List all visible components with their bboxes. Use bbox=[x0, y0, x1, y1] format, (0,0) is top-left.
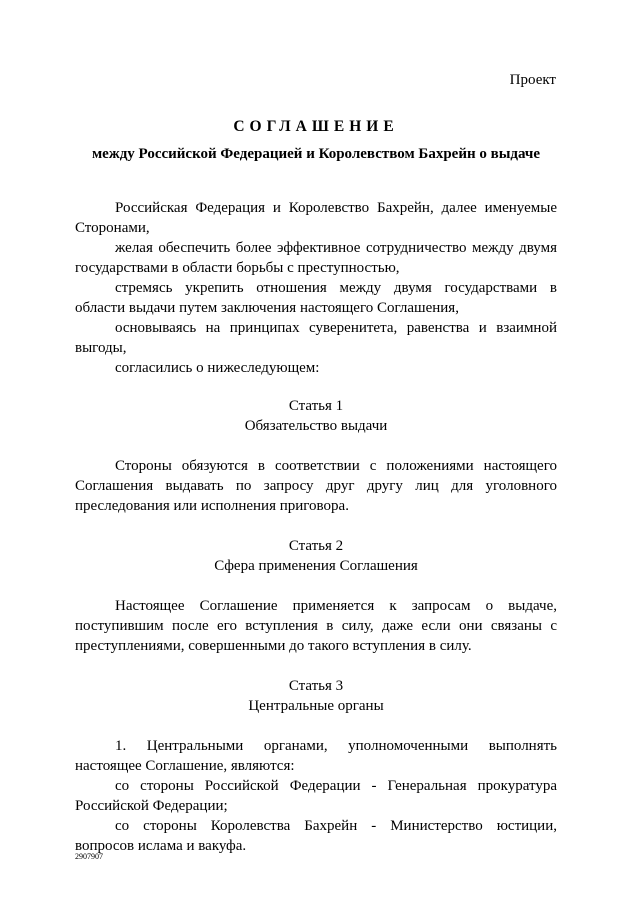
article-paragraph: со стороны Российской Федерации - Генеральная прокуратура Российской Федерации; bbox=[75, 778, 557, 814]
agreement-subtitle: между Российской Федерацией и Королевством Бахрейн о выдаче bbox=[91, 146, 541, 162]
document-code: 2907907 bbox=[75, 852, 103, 861]
article-number: Статья 2 bbox=[288, 538, 344, 554]
article-title: Обязательство выдачи bbox=[244, 418, 388, 434]
preamble-paragraph: желая обеспечить более эффективное сотрудничество между двумя государствами в области борьбы с преступностью, bbox=[75, 240, 557, 276]
preamble-paragraph: Российская Федерация и Королевство Бахрейн, далее именуемые Сторонами, bbox=[75, 200, 557, 236]
document-body bbox=[75, 198, 557, 856]
article-title: Центральные органы bbox=[248, 698, 384, 714]
article-paragraph: Стороны обязуются в соответствии с положениями настоящего Соглашения выдавать по запросу друг другу лиц для уголовного преследования или исполнения приговора. bbox=[75, 458, 557, 514]
article-paragraph: 1. Центральными органами, уполномоченными выполнять настоящее Соглашение, являются: bbox=[75, 738, 557, 774]
article-paragraph: Настоящее Соглашение применяется к запросам о выдаче, поступившим после его вступления в силу, даже если они связаны с преступлениями, совершенными до такого вступления в силу. bbox=[75, 598, 557, 654]
agreement-title: СОГЛАШЕНИЕ bbox=[233, 118, 399, 135]
article-paragraph: со стороны Королевства Бахрейн - Министерство юстиции, вопросов ислама и вакуфа. bbox=[75, 818, 557, 854]
preamble-paragraph: согласились о нижеследующем: bbox=[115, 360, 320, 376]
preamble-paragraph: основываясь на принципах суверенитета, равенства и взаимной выгоды, bbox=[75, 320, 557, 356]
draft-label: Проект bbox=[509, 72, 556, 88]
article-number: Статья 1 bbox=[288, 398, 344, 414]
article-number: Статья 3 bbox=[288, 678, 344, 694]
article-title: Сфера применения Соглашения bbox=[214, 558, 418, 574]
preamble-paragraph: стремясь укрепить отношения между двумя государствами в области выдачи путем заключения настоящего Соглашения, bbox=[75, 280, 557, 316]
